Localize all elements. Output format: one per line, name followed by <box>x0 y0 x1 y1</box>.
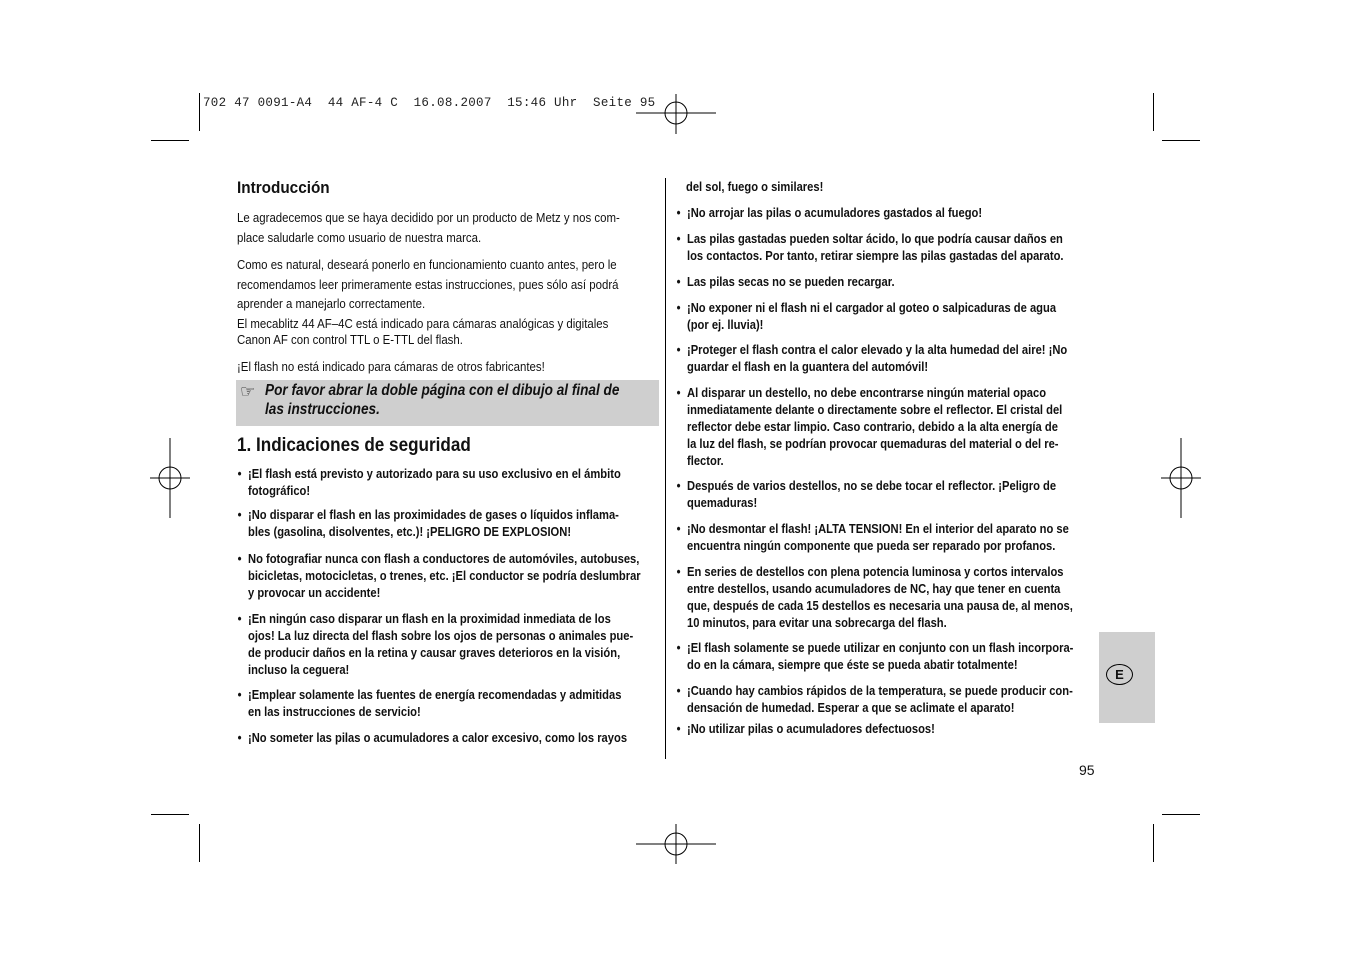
bullet-icon: • <box>676 385 681 400</box>
intro-paragraph: Le agradecemos que se haya decidido por un producto de Metz y nos com- place saludarle como usuario de nuestra marca. <box>237 210 620 245</box>
bullet-icon: • <box>676 721 681 736</box>
crop-mark <box>1162 814 1200 815</box>
list-item-line: Las pilas gastadas pueden soltar ácido, lo que podría causar daños en <box>687 231 1063 246</box>
bullet-icon: • <box>676 683 681 698</box>
bullet-icon: • <box>676 342 681 357</box>
list-item-line: ¡Emplear solamente las fuentes de energía recomendadas y admitidas <box>248 687 622 702</box>
list-item <box>676 682 1073 716</box>
bullet-icon: • <box>237 730 242 745</box>
list-item-line: densación de humedad. Esperar a que se aclimate el aparato! <box>687 700 1015 715</box>
registration-mark-icon <box>1161 438 1201 518</box>
list-item-line: ojos! La luz directa del flash sobre los ojos de personas o animales pue- <box>248 628 634 643</box>
list-item-line: la luz del flash, se podrían provocar quemaduras del material o del re- <box>687 436 1059 451</box>
list-item-line: los contactos. Por tanto, retirar siempre las pilas gastadas del aparato. <box>687 248 1064 263</box>
intro-paragraph: Como es natural, deseará ponerlo en funcionamiento cuanto antes, pero le recomendamos leer primeramente estas instrucciones, pues sólo así podrá aprender a manejarlo correctamente. <box>237 257 619 311</box>
list-item <box>237 506 619 540</box>
pointing-hand-icon: ☞ <box>240 382 256 401</box>
list-item-line: ¡En ningún caso disparar un flash en la proximidad inmediata de los <box>248 611 611 626</box>
bullet-icon: • <box>676 521 681 536</box>
list-item-line: Después de varios destellos, no se debe tocar el reflector. ¡Peligro de <box>687 478 1057 493</box>
bullet-icon: • <box>676 274 681 289</box>
list-item-line: ¡No desmontar el flash! ¡ALTA TENSION! En el interior del aparato no se <box>687 521 1069 536</box>
list-item-line: quemaduras! <box>687 495 758 510</box>
list-item <box>237 465 621 499</box>
list-item-line: ¡El flash está previsto y autorizado para su uso exclusivo en el ámbito <box>248 466 621 481</box>
list-item-line: flector. <box>687 453 724 468</box>
list-item <box>676 477 1057 511</box>
list-item-line: ¡Cuando hay cambios rápidos de la temperatura, se puede producir con- <box>687 683 1073 698</box>
print-header: 702 47 0091-A4 44 AF-4 C 16.08.2007 15:46 Uhr Seite 95 <box>203 96 656 110</box>
list-item-line: No fotografiar nunca con flash a conductores de automóviles, autobuses, <box>248 551 640 566</box>
bullet-icon: • <box>676 231 681 246</box>
bullet-icon: • <box>676 564 681 579</box>
list-item-line: ¡El flash solamente se puede utilizar en conjunto con un flash incorpora- <box>687 640 1074 655</box>
list-item-line: En series de destellos con plena potencia luminosa y cortos intervalos <box>687 564 1064 579</box>
list-item-line: entre destellos, usando acumuladores de NC, hay que tener en cuenta <box>687 581 1061 596</box>
crop-mark <box>199 93 200 131</box>
list-item-line: bicicletas, motocicletas, o trenes, etc. ¡El conductor se podría deslumbrar <box>248 568 641 583</box>
list-item-line: do en la cámara, siempre que éste se pueda abatir totalmente! <box>687 657 1018 672</box>
list-item-line: guardar el flash en la guantera del automóvil! <box>687 359 929 374</box>
list-item <box>676 204 983 221</box>
crop-mark <box>1162 140 1200 141</box>
list-item <box>676 563 1073 631</box>
crop-mark <box>151 140 189 141</box>
crop-mark <box>1153 824 1154 862</box>
list-item-line: Al disparar un destello, no debe encontrarse ningún material opaco <box>687 385 1047 400</box>
list-item-line: ¡No disparar el flash en las proximidades de gases o líquidos inflama- <box>248 507 619 522</box>
list-item-line: (por ej. lluvia)! <box>687 317 764 332</box>
intro-paragraph: El mecablitz 44 AF–4C está indicado para cámaras analógicas y digitales Canon AF con control TTL o E-TTL del flash. <box>237 316 609 347</box>
intro-title: Introducción <box>237 178 330 197</box>
list-item <box>676 520 1069 554</box>
list-item <box>237 550 641 601</box>
list-item-line: ¡Proteger el flash contra el calor elevado y la alta humedad del aire! ¡No <box>687 342 1068 357</box>
list-item-line: inmediatamente delante o directamente sobre el reflector. El cristal del <box>687 402 1063 417</box>
list-item-line: bles (gasolina, disolventes, etc.)! ¡PELIGRO DE EXPLOSION! <box>248 524 572 539</box>
list-item <box>676 639 1074 673</box>
bullet-icon: • <box>676 478 681 493</box>
registration-mark-icon <box>150 438 190 518</box>
crop-mark <box>199 824 200 862</box>
list-item-line: encuentra ningún componente que pueda ser reparado por profanos. <box>687 538 1056 553</box>
list-item <box>676 273 895 290</box>
page-number: 95 <box>1079 762 1095 778</box>
list-item <box>676 341 1068 375</box>
list-item-line: reflector debe estar limpio. Caso contrario, debido a la alta energía de <box>687 419 1058 434</box>
list-item-line: de producir daños en la retina y causar graves deterioros en la visión, <box>248 645 621 660</box>
bullet-icon: • <box>237 687 242 702</box>
crop-mark <box>1153 93 1154 131</box>
list-item <box>237 729 628 746</box>
bullet-icon: • <box>676 300 681 315</box>
language-badge: E <box>1106 664 1133 685</box>
bullet-icon: • <box>237 551 242 566</box>
safety-title: 1. Indicaciones de seguridad <box>237 435 471 456</box>
list-item <box>676 720 935 737</box>
note-text: Por favor abrar la doble página con el dibujo al final de las instrucciones. <box>265 382 620 418</box>
list-item-line: ¡No someter las pilas o acumuladores a calor excesivo, como los rayos <box>248 730 628 745</box>
list-item-line: ¡No arrojar las pilas o acumuladores gastados al fuego! <box>687 205 983 220</box>
list-item-line: Las pilas secas no se pueden recargar. <box>687 274 895 289</box>
list-item <box>676 384 1063 469</box>
list-item-line: y provocar un accidente! <box>248 585 381 600</box>
intro-paragraph: ¡El flash no está indicado para cámaras de otros fabricantes! <box>237 359 545 374</box>
list-item <box>237 686 622 720</box>
list-item-line: ¡No exponer ni el flash ni el cargador al goteo o salpicaduras de agua <box>687 300 1057 315</box>
bullet-icon: • <box>237 466 242 481</box>
list-item-line: ¡No utilizar pilas o acumuladores defectuosos! <box>687 721 935 736</box>
bullet-icon: • <box>676 205 681 220</box>
column-divider <box>665 178 666 759</box>
registration-mark-icon <box>636 824 716 864</box>
crop-mark <box>151 814 189 815</box>
bullet-icon: • <box>237 611 242 626</box>
list-item-line: incluso la ceguera! <box>248 662 350 677</box>
list-item-line: que, después de cada 15 destellos es necesaria una pausa de, al menos, <box>687 598 1073 613</box>
list-continuation: del sol, fuego o similares! <box>686 179 824 194</box>
list-item <box>237 610 634 678</box>
list-item-line: en las instrucciones de servicio! <box>248 704 421 719</box>
list-item <box>676 230 1064 264</box>
bullet-icon: • <box>237 507 242 522</box>
list-item-line: fotográfico! <box>248 483 311 498</box>
list-item-line: 10 minutos, para evitar una sobrecarga del flash. <box>687 615 947 630</box>
bullet-icon: • <box>676 640 681 655</box>
list-item <box>676 299 1057 333</box>
